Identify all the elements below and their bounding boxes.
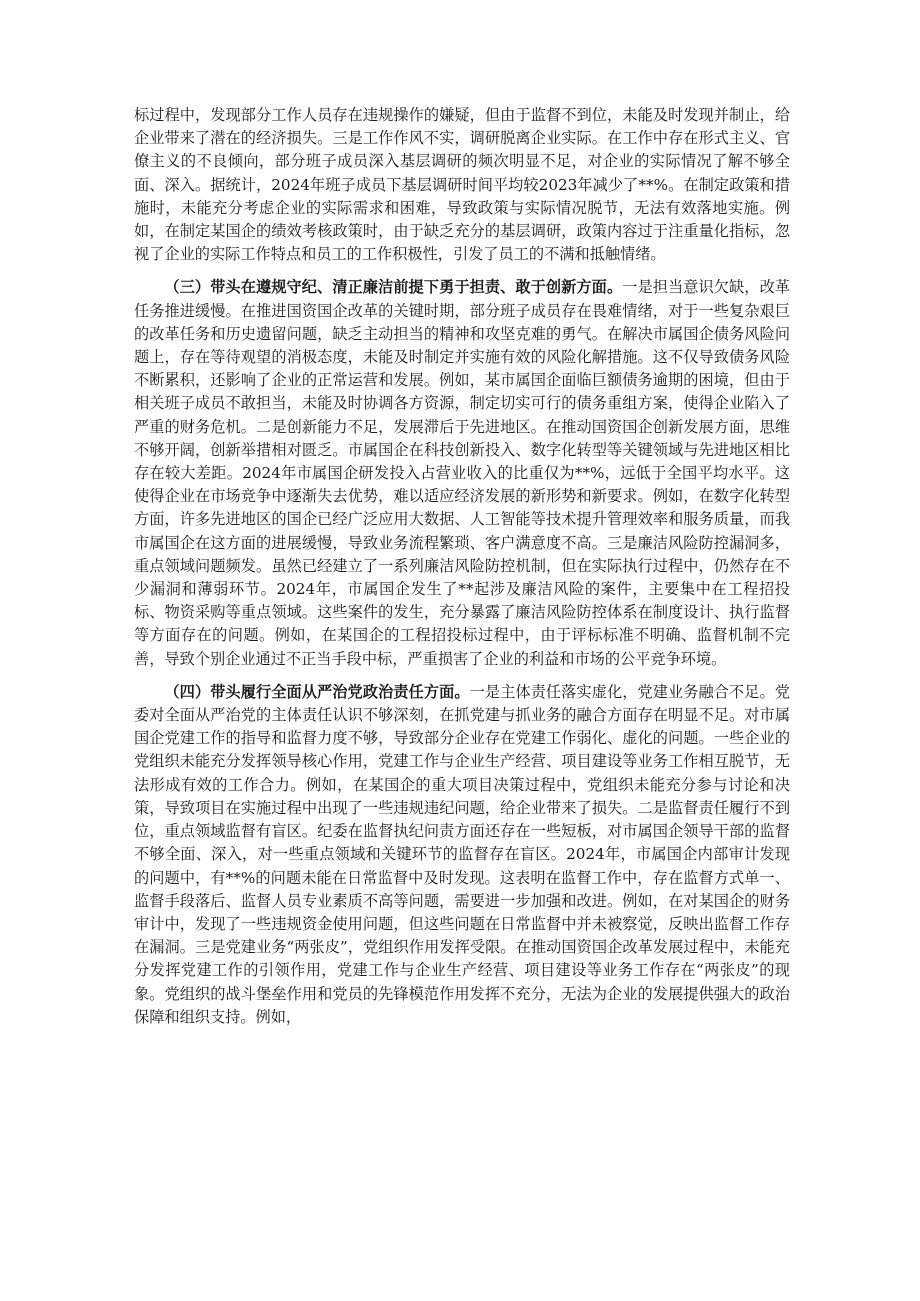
paragraph-section-4 [134, 681, 790, 1029]
section-heading-3: （三）带头在遵规守纪、清正廉洁前提下勇于担责、敢于创新方面。 [164, 278, 623, 297]
paragraph-section-3 [134, 276, 790, 670]
paragraph-text: 标过程中，发现部分工作人员存在违规操作的嫌疑，但由于监督不到位，未能及时发现并制止，给企业带来了潜在的经济损失。三是工作作风不实，调研脱离企业实际。在工作中存在形式主义、官僚主义的不良倾向，部分班子成员深入基层调研的频次明显不足，对企业的实际情况了解不够全面、深入。据统计，2024年班子成员下基层调研时间平均较2023年减少了**%。在制定政策和措施时，未能充分考虑企业的实际需求和困难，导致政策与实际情况脱节，无法有效落地实施。例如，在制定某国企的绩效考核政策时，由于缺乏充分的基层调研，政策内容过于注重量化指标，忽视了企业的实际工作特点和员工的工作积极性，引发了员工的不满和抵触情绪。 [134, 106, 790, 264]
section-heading-4: （四）带头履行全面从严治党政治责任方面。 [164, 682, 470, 701]
document-body [134, 104, 790, 1039]
paragraph-text: 一是主体责任落实虚化，党建业务融合不足。党委对全面从严治党的主体责任认识不够深刻，在抓党建与抓业务的融合方面存在明显不足。对市属国企党建工作的指导和监督力度不够，导致部分企业存在党建工作弱化、虚化的问题。一些企业的党组织未能充分发挥领导核心作用，党建工作与企业生产经营、项目建设等业务工作相互脱节，无法形成有效的工作合力。例如，在某国企的重大项目决策过程中，党组织未能充分参与讨论和决策，导致项目在实施过程中出现了一些违规违纪问题，给企业带来了损失。二是监督责任履行不到位，重点领域监督有盲区。纪委在监督执纪问责方面还存在一些短板，对市属国企领导干部的监督不够全面、深入，对一些重点领域和关键环节的监督存在盲区。2024年，市属国企内部审计发现的问题中，有**%的问题未能在日常监督中及时发现。这表明在监督工作中，存在监督方式单一、监督手段落后、监督人员专业素质不高等问题，需要进一步加强和改进。例如，在对某国企的财务审计中，发现了一些违规资金使用问题，但这些问题在日常监督中并未被察觉，反映出监督工作存在漏洞。三是党建业务“两张皮”，党组织作用发挥受限。在推动国资国企改革发展过程中，未能充分发挥党建工作的引领作用，党建工作与企业生产经营、项目建设等业务工作存在“两张皮”的现象。党组织的战斗堡垒作用和党员的先锋模范作用发挥不充分，无法为企业的发展提供强大的政治保障和组织支持。例如， [134, 682, 791, 1026]
paragraph-text: 一是担当意识欠缺，改革任务推进缓慢。在推进国资国企改革的关键时期，部分班子成员存在畏难情绪，对于一些复杂艰巨的改革任务和历史遗留问题，缺乏主动担当的精神和攻坚克难的勇气。在解决市属国企债务风险问题上，存在等待观望的消极态度，未能及时制定并实施有效的风险化解措施。这不仅导致债务风险不断累积，还影响了企业的正常运营和发展。例如，某市属国企面临巨额债务逾期的困境，但由于相关班子成员不敢担当，未能及时协调各方资源，制定切实可行的债务重组方案，使得企业陷入了严重的财务危机。二是创新能力不足，发展滞后于先进地区。在推动国资国企创新发展方面，思维不够开阔，创新举措相对匮乏。市属国企在科技创新投入、数字化转型等关键领域与先进地区相比存在较大差距。2024年市属国企研发投入占营业收入的比重仅为**%，远低于全国平均水平。这使得企业在市场竞争中逐渐失去优势，难以适应经济发展的新形势和新要求。例如，在数字化转型方面，许多先进地区的国企已经广泛应用大数据、人工智能等技术提升管理效率和服务质量，而我市属国企在这方面的进展缓慢，导致业务流程繁琐、客户满意度不高。三是廉洁风险防控漏洞多，重点领域问题频发。虽然已经建立了一系列廉洁风险防控机制，但在实际执行过程中，仍然存在不少漏洞和薄弱环节。2024年，市属国企发生了**起涉及廉洁风险的案件，主要集中在工程招投标、物资采购等重点领域。这些案件的发生，充分暴露了廉洁风险防控体系在制度设计、执行监督等方面存在的问题。例如，在某国企的工程招投标过程中，由于评标标准不明确、监督机制不完善，导致个别企业通过不正当手段中标，严重损害了企业的利益和市场的公平竞争环境。 [134, 278, 791, 668]
paragraph-continued [134, 104, 790, 266]
